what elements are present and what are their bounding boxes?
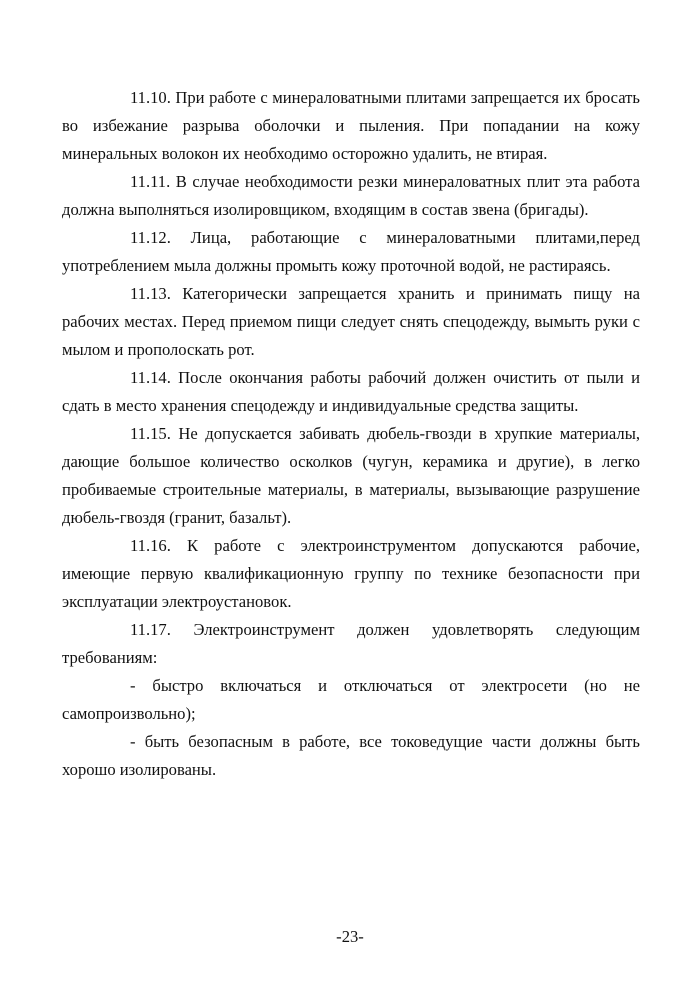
paragraph-11-14: 11.14. После окончания работы рабочий должен очистить от пыли и сдать в место хранения спецодежду и индивидуальные средства защиты. (62, 368, 640, 415)
bullet-item: - быть безопасным в работе, все токоведущие части должны быть хорошо изолированы. (62, 732, 640, 779)
paragraph-11-15: 11.15. Не допускается забивать дюбель-гвозди в хрупкие материалы, дающие большое количество осколков (чугун, керамика и другие), в легко пробиваемые строительные материалы, в материалы, вызывающие разрушение дюбель-гвоздя (гранит, базальт). (62, 424, 640, 527)
bullet-item: - быстро включаться и отключаться от электросети (но не самопроизвольно); (62, 676, 640, 723)
paragraph-11-11: 11.11. В случае необходимости резки минераловатных плит эта работа должна выполняться изолировщиком, входящим в состав звена (бригады). (62, 172, 640, 219)
paragraph-11-12: 11.12. Лица, работающие с минераловатными плитами,перед употреблением мыла должны промыть кожу проточной водой, не растираясь. (62, 228, 640, 275)
paragraph-11-10: 11.10. При работе с минераловатными плитами запрещается их бросать во избежание разрыва оболочки и пыления. При попадании на кожу минеральных волокон их необходимо осторожно удалить, не втирая. (62, 88, 640, 163)
paragraph-11-16: 11.16. К работе с электроинструментом допускаются рабочие, имеющие первую квалификационную группу по технике безопасности при эксплуатации электроустановок. (62, 536, 640, 611)
page-number: -23- (336, 927, 364, 946)
paragraph-11-17: 11.17. Электроинструмент должен удовлетворять следующим требованиям: (62, 620, 640, 667)
paragraph-11-13: 11.13. Категорически запрещается хранить и принимать пищу на рабочих местах. Перед приемом пищи следует снять спецодежду, вымыть руки с мылом и прополоскать рот. (62, 284, 640, 359)
document-body (62, 84, 640, 784)
